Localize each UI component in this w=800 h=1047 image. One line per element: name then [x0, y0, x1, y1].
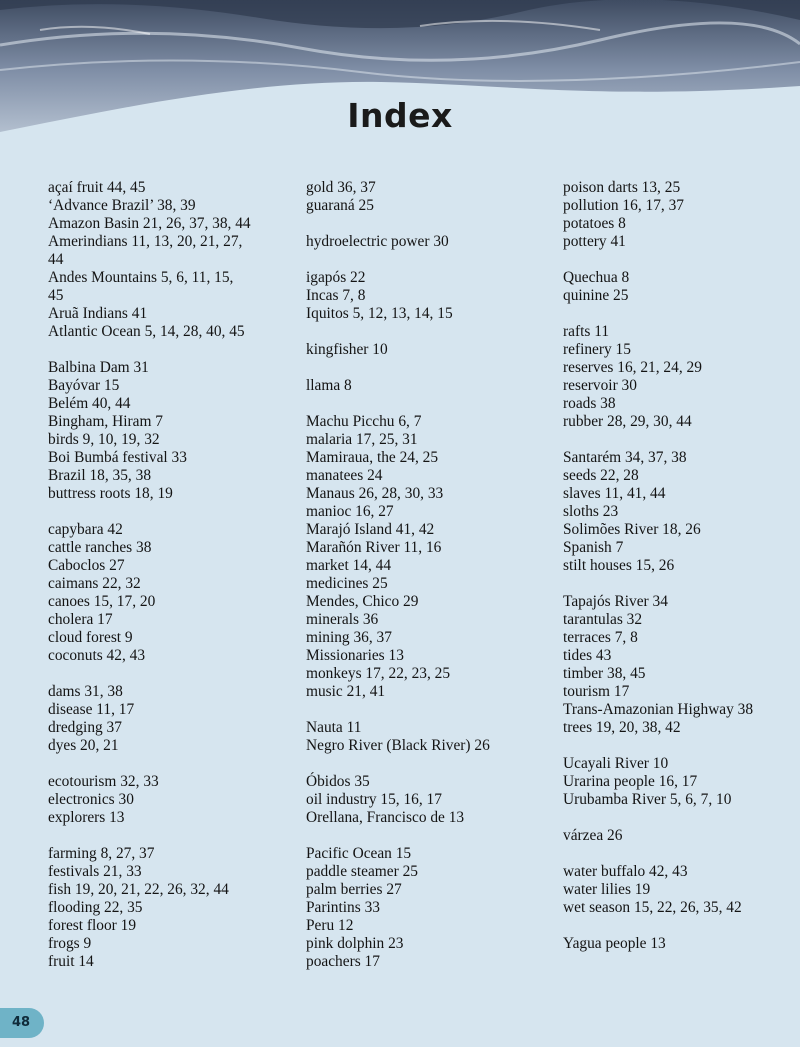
index-entry: market 14, 44 — [306, 557, 392, 574]
index-entry: canoes 15, 17, 20 — [48, 593, 156, 610]
index-entry: Bayóvar 15 — [48, 377, 120, 394]
index-entry: slaves 11, 41, 44 — [563, 485, 666, 502]
index-entry: Parintins 33 — [306, 899, 380, 916]
index-entry: Mamiraua, the 24, 25 — [306, 449, 439, 466]
index-entry: Atlantic Ocean 5, 14, 28, 40, 45 — [48, 323, 245, 340]
index-entry: Andes Mountains 5, 6, 11, 15, — [48, 269, 234, 286]
index-entry: llama 8 — [306, 377, 352, 394]
index-entry: wet season 15, 22, 26, 35, 42 — [563, 899, 742, 916]
index-entry: flooding 22, 35 — [48, 899, 143, 916]
index-entry: Nauta 11 — [306, 719, 362, 736]
page-number: 48 — [0, 1008, 44, 1038]
group-spacer — [306, 827, 556, 845]
index-entry: Machu Picchu 6, 7 — [306, 413, 422, 430]
index-entry: Incas 7, 8 — [306, 287, 366, 304]
index-entry: Boi Bumbá festival 33 — [48, 449, 187, 466]
group-spacer — [306, 359, 556, 377]
index-entry: reservoir 30 — [563, 377, 637, 394]
index-entry: Amazon Basin 21, 26, 37, 38, 44 — [48, 215, 251, 232]
index-entry: cattle ranches 38 — [48, 539, 152, 556]
index-entry: Orellana, Francisco de 13 — [306, 809, 465, 826]
index-entry: ‘Advance Brazil’ 38, 39 — [48, 197, 196, 214]
index-entry: mining 36, 37 — [306, 629, 392, 646]
group-spacer — [48, 341, 298, 359]
index-entry: Balbina Dam 31 — [48, 359, 149, 376]
index-entry: tourism 17 — [563, 683, 630, 700]
index-entry: forest floor 19 — [48, 917, 137, 934]
index-entry: Ucayali River 10 — [563, 755, 669, 772]
index-entry: Urarina people 16, 17 — [563, 773, 698, 790]
index-entry: birds 9, 10, 19, 32 — [48, 431, 160, 448]
index-column-1 — [48, 179, 298, 971]
index-entry: Manaus 26, 28, 30, 33 — [306, 485, 444, 502]
group-spacer — [563, 737, 800, 755]
index-entry: poachers 17 — [306, 953, 380, 970]
index-entry: dredging 37 — [48, 719, 122, 736]
index-entry: water buffalo 42, 43 — [563, 863, 688, 880]
group-spacer — [563, 305, 800, 323]
index-entry: pink dolphin 23 — [306, 935, 404, 952]
index-entry: palm berries 27 — [306, 881, 402, 898]
group-spacer — [306, 215, 556, 233]
index-entry: Caboclos 27 — [48, 557, 125, 574]
index-column-3 — [563, 179, 800, 953]
group-spacer — [306, 701, 556, 719]
index-entry: pollution 16, 17, 37 — [563, 197, 684, 214]
index-entry: Belém 40, 44 — [48, 395, 131, 412]
index-entry: paddle steamer 25 — [306, 863, 418, 880]
index-entry: kingfisher 10 — [306, 341, 388, 358]
index-entry: Quechua 8 — [563, 269, 630, 286]
index-entry: Mendes, Chico 29 — [306, 593, 419, 610]
index-entry: várzea 26 — [563, 827, 623, 844]
index-entry: Iquitos 5, 12, 13, 14, 15 — [306, 305, 453, 322]
group-spacer — [563, 431, 800, 449]
group-spacer — [563, 251, 800, 269]
index-entry: sloths 23 — [563, 503, 619, 520]
group-spacer — [48, 503, 298, 521]
index-entry: refinery 15 — [563, 341, 631, 358]
index-entry: farming 8, 27, 37 — [48, 845, 155, 862]
index-entry: seeds 22, 28 — [563, 467, 639, 484]
index-entry: poison darts 13, 25 — [563, 179, 681, 196]
index-entry: Peru 12 — [306, 917, 354, 934]
index-entry: festivals 21, 33 — [48, 863, 142, 880]
index-entry: Santarém 34, 37, 38 — [563, 449, 687, 466]
index-entry: Aruã Indians 41 — [48, 305, 148, 322]
index-entry: 44 — [48, 251, 64, 268]
index-entry: manioc 16, 27 — [306, 503, 394, 520]
group-spacer — [563, 845, 800, 863]
index-entry: Marajó Island 41, 42 — [306, 521, 435, 538]
group-spacer — [306, 395, 556, 413]
index-entry: cholera 17 — [48, 611, 113, 628]
index-entry: açaí fruit 44, 45 — [48, 179, 146, 196]
index-entry: dyes 20, 21 — [48, 737, 119, 754]
index-entry: stilt houses 15, 26 — [563, 557, 675, 574]
index-entry: Tapajós River 34 — [563, 593, 668, 610]
index-entry: Pacific Ocean 15 — [306, 845, 412, 862]
index-entry: trees 19, 20, 38, 42 — [563, 719, 681, 736]
index-entry: reserves 16, 21, 24, 29 — [563, 359, 702, 376]
index-entry: igapós 22 — [306, 269, 366, 286]
index-entry: Óbidos 35 — [306, 773, 370, 790]
group-spacer — [48, 827, 298, 845]
group-spacer — [48, 755, 298, 773]
index-entry: ecotourism 32, 33 — [48, 773, 159, 790]
index-entry: terraces 7, 8 — [563, 629, 638, 646]
index-entry: tarantulas 32 — [563, 611, 643, 628]
index-entry: 45 — [48, 287, 64, 304]
index-entry: frogs 9 — [48, 935, 92, 952]
index-entry: dams 31, 38 — [48, 683, 123, 700]
group-spacer — [563, 917, 800, 935]
index-entry: coconuts 42, 43 — [48, 647, 146, 664]
index-entry: quinine 25 — [563, 287, 629, 304]
index-entry: roads 38 — [563, 395, 616, 412]
index-entry: electronics 30 — [48, 791, 134, 808]
index-entry: oil industry 15, 16, 17 — [306, 791, 442, 808]
index-entry: hydroelectric power 30 — [306, 233, 449, 250]
index-entry: Yagua people 13 — [563, 935, 666, 952]
index-entry: minerals 36 — [306, 611, 379, 628]
group-spacer — [48, 665, 298, 683]
index-entry: Missionaries 13 — [306, 647, 404, 664]
index-entry: buttress roots 18, 19 — [48, 485, 173, 502]
index-entry: Spanish 7 — [563, 539, 624, 556]
index-entry: Bingham, Hiram 7 — [48, 413, 163, 430]
index-entry: Trans-Amazonian Highway 38 — [563, 701, 754, 718]
index-entry: Brazil 18, 35, 38 — [48, 467, 152, 484]
group-spacer — [563, 809, 800, 827]
group-spacer — [306, 755, 556, 773]
index-entry: fruit 14 — [48, 953, 94, 970]
index-column-2 — [306, 179, 556, 971]
index-entry: potatoes 8 — [563, 215, 626, 232]
index-entry: malaria 17, 25, 31 — [306, 431, 418, 448]
index-entry: medicines 25 — [306, 575, 388, 592]
index-entry: fish 19, 20, 21, 22, 26, 32, 44 — [48, 881, 229, 898]
group-spacer — [563, 575, 800, 593]
index-entry: tides 43 — [563, 647, 612, 664]
index-entry: guaraná 25 — [306, 197, 374, 214]
index-entry: disease 11, 17 — [48, 701, 135, 718]
index-entry: rafts 11 — [563, 323, 610, 340]
index-entry: Urubamba River 5, 6, 7, 10 — [563, 791, 732, 808]
index-entry: monkeys 17, 22, 23, 25 — [306, 665, 451, 682]
index-entry: Marañón River 11, 16 — [306, 539, 442, 556]
index-entry: water lilies 19 — [563, 881, 651, 898]
index-entry: timber 38, 45 — [563, 665, 646, 682]
index-entry: Solimões River 18, 26 — [563, 521, 701, 538]
index-entry: music 21, 41 — [306, 683, 386, 700]
group-spacer — [306, 251, 556, 269]
index-entry: Negro River (Black River) 26 — [306, 737, 490, 754]
group-spacer — [306, 323, 556, 341]
index-entry: pottery 41 — [563, 233, 626, 250]
index-entry: cloud forest 9 — [48, 629, 133, 646]
index-entry: manatees 24 — [306, 467, 383, 484]
index-entry: capybara 42 — [48, 521, 123, 538]
index-entry: Amerindians 11, 13, 20, 21, 27, — [48, 233, 243, 250]
index-entry: gold 36, 37 — [306, 179, 376, 196]
index-entry: rubber 28, 29, 30, 44 — [563, 413, 692, 430]
index-entry: explorers 13 — [48, 809, 125, 826]
page-title: Index — [347, 96, 453, 135]
index-entry: caimans 22, 32 — [48, 575, 141, 592]
